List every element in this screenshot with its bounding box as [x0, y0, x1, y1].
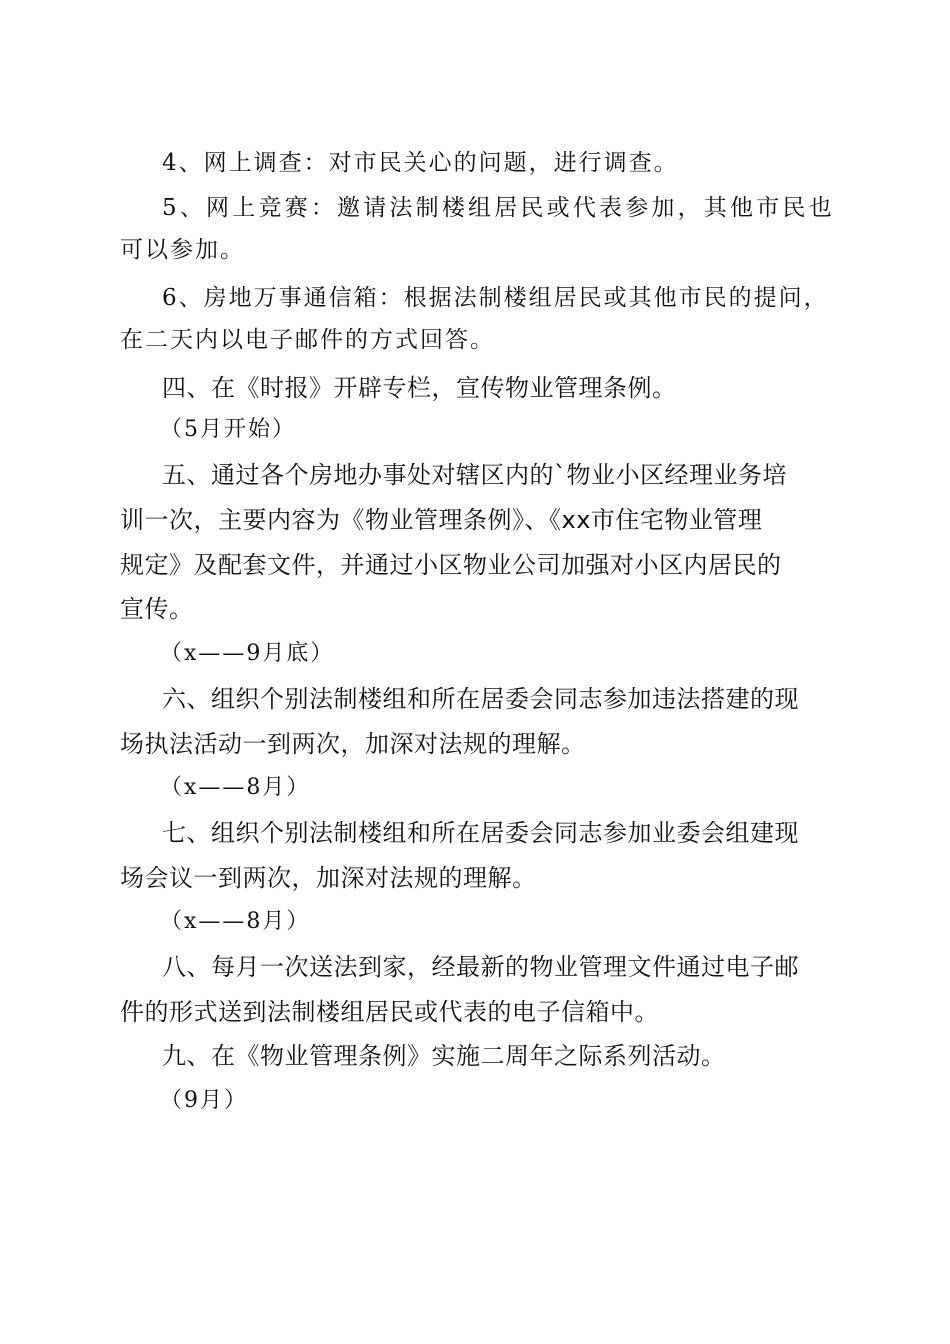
text-line-section-6-cont: 场执法活动一到两次，加深对法规的理解。: [120, 730, 586, 758]
text-line-section-5-cont-1: 训一次，主要内容为《物业管理条例》、《xx市住宅物业管理: [120, 506, 763, 534]
text-line-section-5-cont-2: 规定》及配套文件，并通过小区物业公司加强对小区内居民的: [120, 551, 782, 579]
text-line-section-9-date: （9月）: [160, 1088, 248, 1113]
text-line-section-6: 六、组织个别法制楼组和所在居委会同志参加违法搭建的现: [162, 685, 799, 713]
text-line-section-4-date: （5月开始）: [160, 417, 296, 442]
text-line-section-8: 八、每月一次送法到家，经最新的物业管理文件通过电子邮: [162, 953, 799, 981]
text-line-item-6: 6、房地万事通信箱：根据法制楼组居民或其他市民的提问，: [162, 285, 829, 311]
text-line-section-7-cont: 场会议一到两次，加深对法规的理解。: [120, 864, 537, 892]
text-line-section-7: 七、组织个别法制楼组和所在居委会同志参加业委会组建现: [162, 819, 799, 847]
text-line-section-9: 九、在《物业管理条例》实施二周年之际系列活动。: [162, 1042, 726, 1070]
text-line-item-5-cont: 可以参加。: [120, 237, 245, 263]
text-line-section-5: 五、通过各个房地办事处对辖区内的`物业小区经理业务培: [162, 461, 787, 489]
text-line-item-5: 5、网上竞赛：邀请法制楼组居民或代表参加，其他市民也: [162, 195, 835, 221]
text-line-section-8-cont: 件的形式送到法制楼组居民或代表的电子信箱中。: [120, 998, 659, 1026]
text-line-item-6-cont: 在二天内以电子邮件的方式回答。: [120, 327, 495, 353]
text-line-section-5-date: （x——9月底）: [160, 641, 335, 666]
text-line-section-5-cont-3: 宣传。: [120, 595, 194, 623]
text-line-section-7-date: （x——8月）: [160, 909, 311, 934]
text-line-item-4: 4、网上调查：对市民关心的问题，进行调查。: [162, 150, 679, 176]
text-line-section-6-date: （x——8月）: [160, 775, 311, 800]
text-line-section-4: 四、在《时报》开辟专栏，宣传物业管理条例。: [162, 374, 677, 402]
